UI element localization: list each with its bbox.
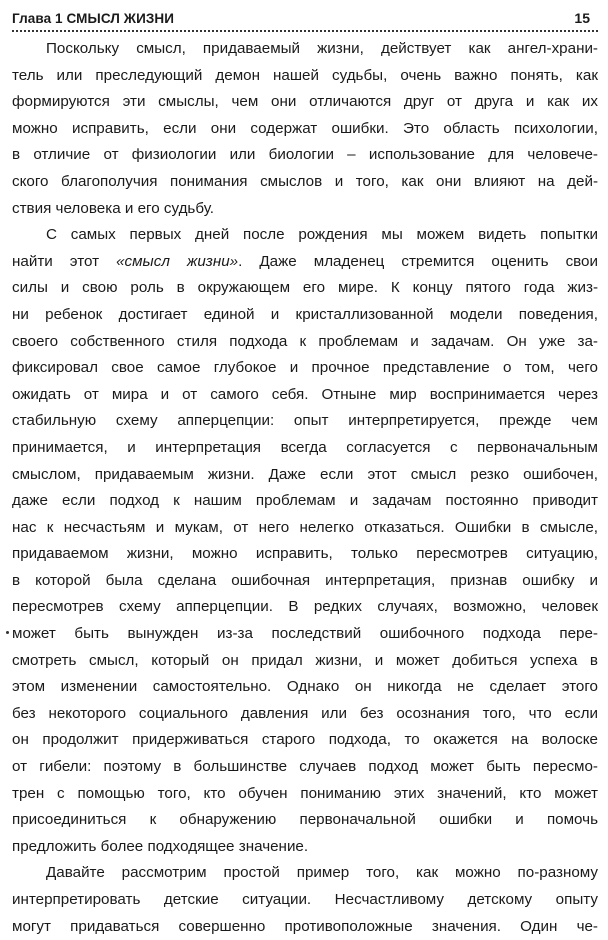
- text-line: нас к несчастьям и мукам, от него нелегко отказаться. Ошибки в смысле,: [12, 518, 598, 536]
- text-line: может быть вынужден из-за последствий ошибочного подхода пере-: [12, 625, 598, 643]
- text-line: принимается, и интерпретация всегда согласуется с первоначальным: [12, 438, 598, 456]
- text-line: ни ребенок достигает единой и кристаллизованной модели поведения,: [12, 305, 598, 323]
- text-line: присоединиться к обнаружению первоначальной ошибки и помочь: [12, 811, 598, 829]
- text-line: он продолжит придерживаться старого подхода, то окажется на волоске: [12, 731, 598, 749]
- text-line: в которой была сделана ошибочная интерпретация, признав ошибку и: [12, 571, 598, 589]
- text-line: трен с помощью того, кто обучен пониманию этих значений, кто может: [12, 784, 598, 802]
- page-number: 15: [574, 10, 590, 26]
- running-header: [12, 0, 598, 32]
- text-line: без некоторого социального давления или без осознания того, что если: [12, 704, 598, 722]
- text-line: фиксировал свое самое глубокое и прочное представление о том, чего: [12, 359, 598, 377]
- chapter-title: Глава 1 СМЫСЛ ЖИЗНИ: [12, 11, 175, 26]
- text-line: пересмотрев схему апперцепции. В редких случаях, возможно, человек: [12, 598, 598, 616]
- margin-dot: [6, 631, 9, 634]
- text-line: смотреть смысл, который он придал жизни, и может добиться успеха в: [12, 651, 598, 669]
- text-line: С самых первых дней после рождения мы можем видеть попытки: [46, 226, 598, 244]
- text-line: ствия человека и его судьбу.: [12, 199, 215, 217]
- text-line: в отличие от физиологии или биологии – использование для человече-: [12, 146, 598, 164]
- text-line: ожидать от мира и от самого себя. Отныне мир воспринимается через: [12, 385, 598, 403]
- text-line: могут придаваться совершенно противоположные значения. Один че-: [12, 917, 598, 935]
- text-line: Давайте рассмотрим простой пример того, как можно по-разному: [46, 864, 598, 882]
- body-text: [12, 36, 598, 940]
- text-line: силы и свою роль в окружающем его мире. К концу пятого года жиз-: [12, 279, 598, 297]
- text-line: формируются эти смыслы, чем они отличаются друг от друга и как их: [12, 93, 598, 111]
- text-line: можно исправить, если они содержат ошибки. Это область психологии,: [12, 119, 598, 137]
- text-line: этом изменении самостоятельно. Однако он никогда не сделает этого: [12, 678, 598, 696]
- text-line: предложить более подходящее значение.: [12, 837, 309, 855]
- text-line: смыслом, придаваемым жизни. Даже если этот смысл резко ошибочен,: [12, 465, 598, 483]
- text-line: найти этот «смысл жизни». Даже младенец стремится оценить свои: [12, 252, 598, 270]
- text-line: ского благополучия понимания смыслов и того, как они влияют на дей-: [12, 172, 598, 190]
- text-line: от гибели: поэтому в большинстве случаев подход может быть пересмо-: [12, 758, 598, 776]
- text-line: даже если подход к нашим проблемам и задачам постоянно приводит: [12, 492, 598, 510]
- text-line: своего собственного стиля подхода к проблемам и задачам. Он уже за-: [12, 332, 598, 350]
- text-line: стабильную схему апперцепции: опыт интерпретируется, прежде чем: [12, 412, 598, 430]
- text-line: интерпретировать детские ситуации. Несчастливому детскому опыту: [12, 891, 598, 908]
- text-line: тель или преследующий демон нашей судьбы, очень важно понять, как: [12, 66, 598, 84]
- text-line: Поскольку смысл, придаваемый жизни, действует как ангел-храни-: [46, 40, 598, 57]
- text-line: придаваемом жизни, можно исправить, только пересмотрев ситуацию,: [12, 545, 598, 563]
